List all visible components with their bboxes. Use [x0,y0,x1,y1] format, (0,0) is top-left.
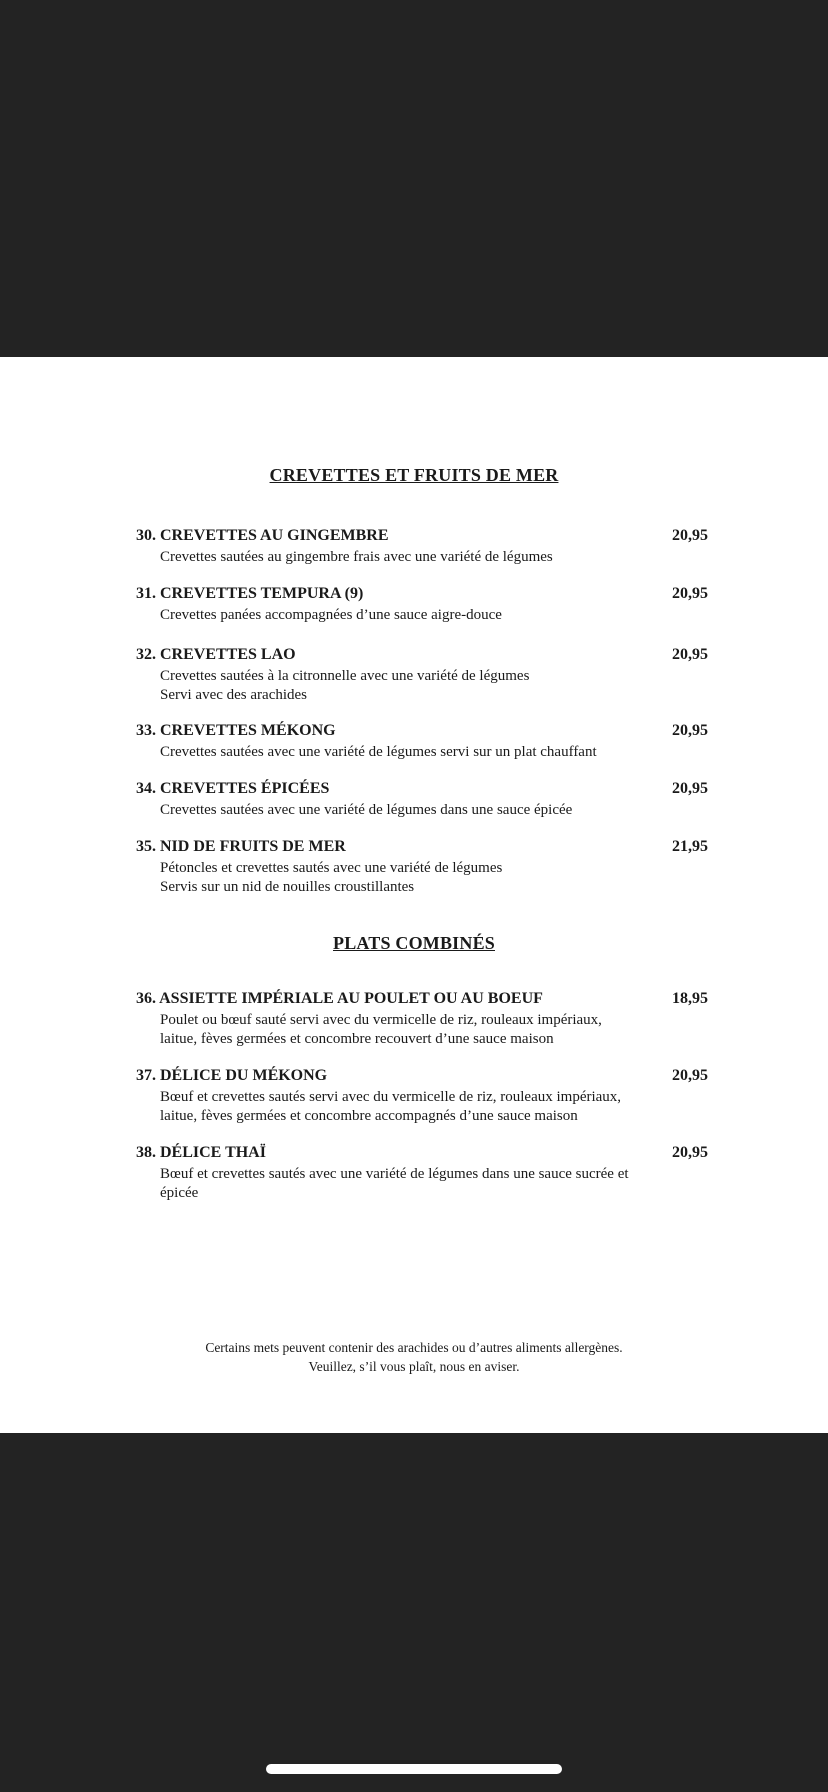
allergen-note-line: Veuillez, s’il vous plaît, nous en aviser. [308,1359,520,1374]
item-name: 34. CREVETTES ÉPICÉES [136,780,330,797]
item-name: 36. ASSIETTE IMPÉRIALE AU POULET OU AU BOEUF [136,990,543,1007]
description-line: laitue, fèves germées et concombre recouvert d’une sauce maison [160,1031,554,1047]
description-line: Bœuf et crevettes sautés servi avec du vermicelle de riz, rouleaux impériaux, [160,1089,622,1105]
item-name: 32. CREVETTES LAO [136,646,296,663]
item-description [160,667,700,705]
description-line: épicée [160,1185,199,1201]
description-line: Crevettes sautées avec une variété de légumes dans une sauce épicée [160,802,573,818]
description-line: Pétoncles et crevettes sautés avec une variété de légumes [160,860,503,876]
home-indicator[interactable] [266,1764,562,1774]
item-price: 20,95 [672,1067,708,1084]
item-description [160,743,700,762]
description-line: Servi avec des arachides [160,687,308,703]
menu-item-32 [136,646,708,705]
description-line: Crevettes sautées avec une variété de légumes servi sur un plat chauffant [160,744,597,760]
description-line: Poulet ou bœuf sauté servi avec du vermicelle de riz, rouleaux impériaux, [160,1012,602,1028]
description-line: Crevettes sautées à la citronnelle avec une variété de légumes [160,668,530,684]
bottom-dark-bar [0,1433,828,1792]
section-title-seafood: CREVETTES ET FRUITS DE MER [269,465,559,485]
description-line: Crevettes panées accompagnées d’une sauce aigre-douce [160,607,502,623]
description-line: Bœuf et crevettes sautés avec une variété de légumes dans une sauce sucrée et [160,1166,629,1182]
item-description [160,1088,700,1126]
menu-item-35 [136,838,708,897]
item-price: 20,95 [672,646,708,663]
item-price: 21,95 [672,838,708,855]
item-price: 20,95 [672,527,708,544]
item-description [160,1165,700,1203]
menu-item-31 [136,585,708,625]
item-name: 37. DÉLICE DU MÉKONG [136,1067,328,1084]
item-price: 20,95 [672,722,708,739]
item-name: 38. DÉLICE THAÏ [136,1144,266,1161]
menu-item-38 [136,1144,708,1203]
item-price: 20,95 [672,1144,708,1161]
item-description [160,548,700,567]
top-dark-bar [0,0,828,357]
allergen-note [0,1338,828,1376]
allergen-note-line: Certains mets peuvent contenir des arachides ou d’autres aliments allergènes. [205,1340,623,1355]
menu-item-30 [136,527,708,567]
menu-item-36 [136,990,708,1049]
menu-item-37 [136,1067,708,1126]
item-description [160,859,700,897]
menu-item-33 [136,722,708,762]
description-line: laitue, fèves germées et concombre accompagnés d’une sauce maison [160,1108,578,1124]
item-price: 18,95 [672,990,708,1007]
description-line: Servis sur un nid de nouilles croustillantes [160,879,415,895]
item-name: 35. NID DE FRUITS DE MER [136,838,346,855]
section-title-combos: PLATS COMBINÉS [333,933,495,953]
menu-page [0,357,828,1433]
item-description [160,606,700,625]
item-name: 31. CREVETTES TEMPURA (9) [136,585,364,602]
description-line: Crevettes sautées au gingembre frais avec une variété de légumes [160,549,553,565]
item-description [160,801,700,820]
menu-item-34 [136,780,708,820]
item-name: 33. CREVETTES MÉKONG [136,722,336,739]
item-description [160,1011,700,1049]
item-price: 20,95 [672,780,708,797]
item-name: 30. CREVETTES AU GINGEMBRE [136,527,389,544]
item-price: 20,95 [672,585,708,602]
